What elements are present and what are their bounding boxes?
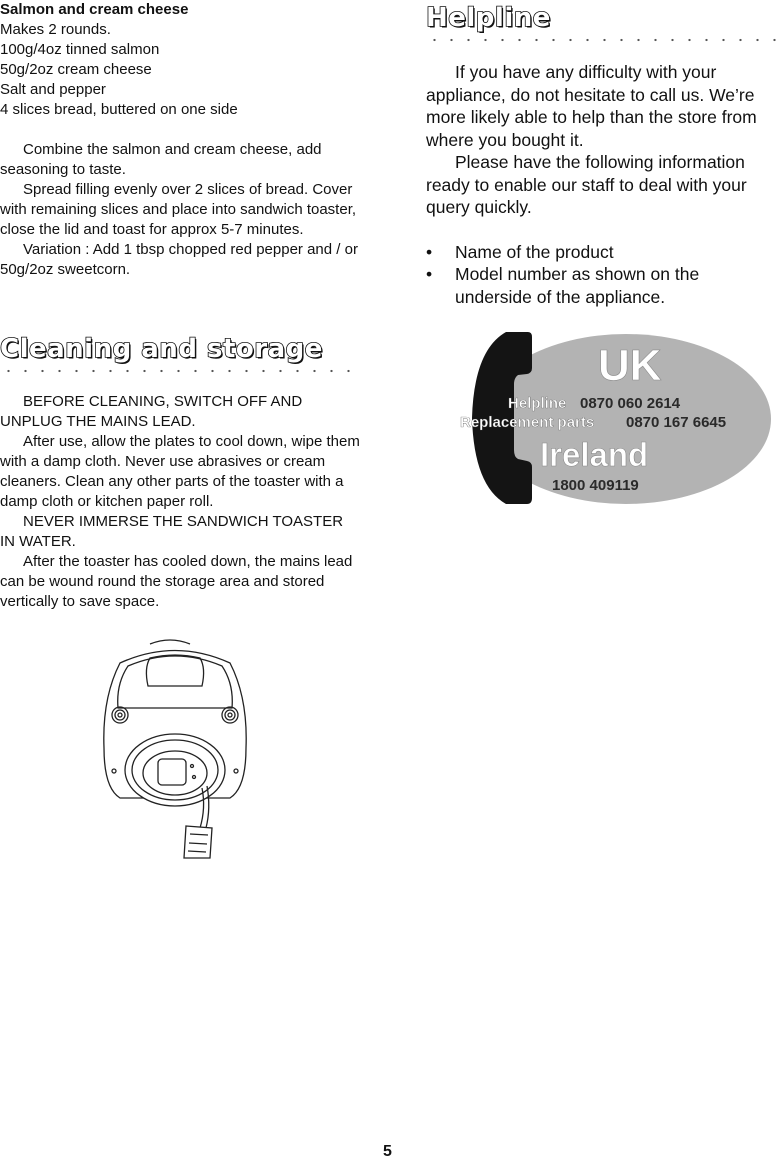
ingredient-seasoning: Salt and pepper bbox=[0, 81, 106, 98]
ingredient-cream-cheese: 50g/2oz cream cheese bbox=[0, 61, 152, 78]
immersion-warning: NEVER IMMERSE THE SANDWICH TOASTER IN WATER. bbox=[0, 513, 344, 550]
helpline-section bbox=[426, 3, 777, 308]
heading-dotted-rule bbox=[0, 368, 360, 374]
cleaning-instructions: After use, allow the plates to cool down, wipe them with a damp cloth. Never use abrasives or cream cleaners. Clean any other parts of the toaster with a damp cloth or kitchen paper roll. bbox=[0, 433, 360, 510]
bullet-icon: • bbox=[426, 241, 433, 262]
helpline-intro: If you have any difficulty with your appliance, do not hesitate to call us. We’re more likely able to help than the store from where you bought it. bbox=[426, 62, 757, 150]
list-item: • Model number as shown on the underside of the appliance. bbox=[426, 264, 700, 307]
cleaning-warning: BEFORE CLEANING, SWITCH OFF AND UNPLUG THE MAINS LEAD. bbox=[0, 393, 303, 430]
recipe-step-2: Spread filling evenly over 2 slices of bread. Cover with remaining slices and place into sandwich toaster, close the lid and toast for approx 5-7 minutes. bbox=[0, 181, 357, 238]
required-info-list bbox=[426, 241, 777, 309]
stored-toaster-illustration bbox=[90, 638, 260, 868]
recipe-yield: Makes 2 rounds. bbox=[0, 21, 111, 38]
recipe-variation: Variation : Add 1 tbsp chopped red pepper and / or 50g/2oz sweetcorn. bbox=[0, 241, 358, 278]
helpline-label: Helpline bbox=[508, 395, 567, 412]
ingredient-bread: 4 slices bread, buttered on one side bbox=[0, 101, 238, 118]
ireland-label: Ireland bbox=[540, 436, 649, 473]
contact-badge bbox=[456, 328, 776, 510]
helpline-number: 0870 060 2614 bbox=[580, 395, 681, 412]
uk-label: UK bbox=[598, 341, 662, 390]
recipe-title: Salmon and cream cheese bbox=[0, 1, 189, 18]
helpline-heading: Helpline bbox=[426, 3, 551, 33]
recipe-section bbox=[0, 0, 360, 280]
left-column bbox=[0, 0, 360, 610]
cleaning-section bbox=[0, 334, 360, 612]
list-item: • Name of the product bbox=[426, 241, 614, 262]
page-number: 5 bbox=[383, 1143, 392, 1160]
cleaning-heading: Cleaning and storage bbox=[0, 334, 323, 364]
recipe-step-1: Combine the salmon and cream cheese, add seasoning to taste. bbox=[0, 141, 322, 178]
bullet-icon: • bbox=[426, 264, 433, 284]
parts-number: 0870 167 6645 bbox=[626, 414, 727, 431]
storage-instructions: After the toaster has cooled down, the mains lead can be wound round the storage area and stored vertically to save space. bbox=[0, 553, 353, 610]
helpline-info-request: Please have the following information ready to enable our staff to deal with your query quickly. bbox=[426, 152, 747, 217]
ireland-number: 1800 409119 bbox=[552, 477, 639, 494]
heading-dotted-rule bbox=[426, 37, 777, 43]
parts-label: Replacement parts bbox=[460, 414, 595, 431]
ingredient-salmon: 100g/4oz tinned salmon bbox=[0, 41, 160, 58]
